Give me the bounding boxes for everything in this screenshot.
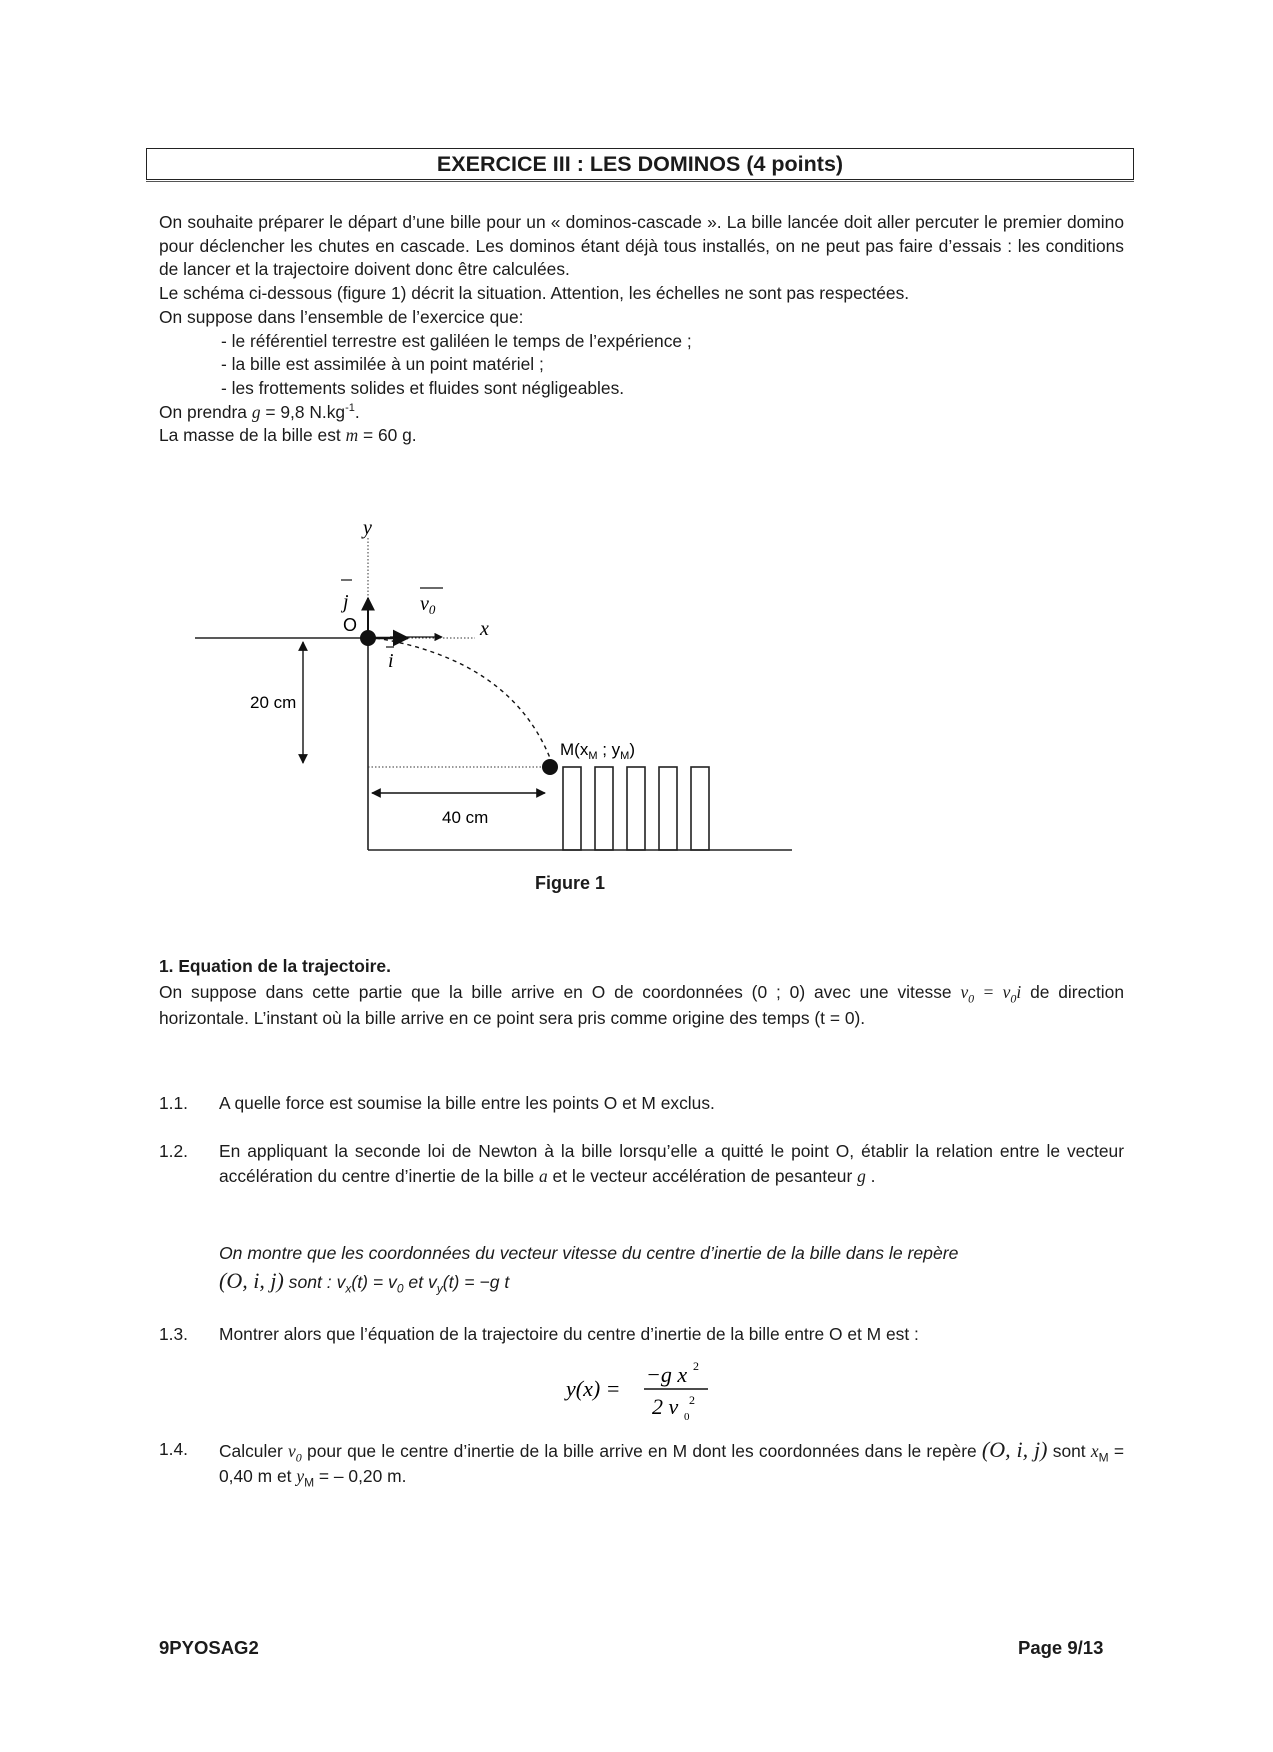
svg-text:y(x) =: y(x) =: [566, 1376, 621, 1401]
ball-at-origin: [360, 630, 376, 646]
point-m-label: $M(x_M$ ; $y_M$): [560, 740, 636, 762]
domino: [691, 767, 709, 850]
v0-vector-equation: $v_0 = v_0i$: [960, 982, 1022, 1006]
height-label: 20 cm: [250, 693, 297, 712]
question-1-4: 1.4. Calculer $v_0$ pour que le centre d’inertie de la bille arrive en M dont les coordonnées dans le repère (O, i, j) sont $x_M = 0,40$ m et $y_M$ = – 0,20 m.: [159, 1437, 1125, 1490]
mass-value: La masse de la bille est m = 60 g.: [159, 425, 417, 446]
ball-at-m: [542, 759, 558, 775]
hypothesis-item: - la bille est assimilée à un point matériel ;: [221, 354, 544, 375]
figure-1-diagram: [180, 510, 820, 860]
x-axis-label: x: [480, 618, 489, 640]
domino: [563, 767, 581, 850]
svg-text:2 v: 2 v: [652, 1394, 679, 1419]
title-underline: [146, 181, 1134, 182]
trajectory-formula: [560, 1352, 740, 1422]
i-label: i: [388, 650, 394, 672]
question-1-3: 1.3. Montrer alors que l’équation de la trajectoire du centre d’inertie de la bille entre O et M est :: [159, 1324, 919, 1344]
domino: [627, 767, 645, 850]
y-axis-label: y: [363, 517, 372, 539]
hypothesis-item: - les frottements solides et fluides sont négligeables.: [221, 377, 625, 398]
question-1-2: 1.2. En appliquant la seconde loi de Newton à la bille lorsqu’elle a quitté le point O, établir la relation entre le vecteur accélération du centre d’inertie de la bille a et le vecteur accélération de pesanteur g .: [159, 1141, 1124, 1186]
trajectory-curve: [376, 638, 550, 758]
page-number: Page 9/13: [1018, 1637, 1104, 1658]
part-1-intro: On suppose dans cette partie que la bille arrive en O de coordonnées (0 ; 0) avec une vitesse $v_0 = v_0i$ de direction horizontale. L’instant où la bille arrive en ce point sera pris comme origine des temps (t = 0).: [159, 982, 1124, 1028]
origin-label: O: [343, 615, 358, 635]
document-code: 9PYOSAG2: [159, 1637, 259, 1658]
hypothesis-item: - le référentiel terrestre est galiléen le temps de l’expérience ;: [221, 330, 692, 351]
exercise-title: EXERCICE III : LES DOMINOS (4 points): [146, 148, 1134, 180]
svg-text:−g x: −g x: [646, 1362, 688, 1387]
distance-label: 40 cm: [442, 808, 489, 827]
intro-paragraph-1: On souhaite préparer le départ d’une bille pour un « dominos-cascade ». La bille lancée doit aller percuter le premier domino pour déclencher les chutes en cascade. Les dominos étant déjà tous installés, on ne peut pas faire d’essais : les conditions de lancer et la trajectoire doivent donc être calculées.: [159, 212, 1124, 280]
domino: [595, 767, 613, 850]
intro-text: [159, 211, 1124, 448]
velocity-note: On montre que les coordonnées du vecteur vitesse du centre d’inertie de la bille dans le repère (O, i, j) sont : $v_x(t) = v_0$ et $v_y(t) = -g$ t: [219, 1243, 959, 1296]
figure-caption: Figure 1: [534, 873, 605, 893]
intro-paragraph-3: On suppose dans l’ensemble de l’exercice que:: [159, 306, 524, 327]
part-1: [159, 953, 1124, 1031]
svg-text:2: 2: [693, 1359, 699, 1373]
part-1-title: 1. Equation de la trajectoire.: [159, 956, 391, 976]
v0-label: $v_0$: [420, 593, 436, 617]
j-label: j: [343, 591, 349, 613]
intro-paragraph-2: Le schéma ci-dessous (figure 1) décrit la situation. Attention, les échelles ne sont pas respectées.: [159, 283, 910, 304]
gravity-value: On prendra g = 9,8 $N.kg^{-1}$.: [159, 401, 360, 422]
domino: [659, 767, 677, 850]
svg-text:0: 0: [684, 1411, 690, 1422]
svg-text:2: 2: [689, 1393, 695, 1407]
question-1-1: 1.1. A quelle force est soumise la bille entre les points O et M exclus.: [159, 1093, 715, 1113]
